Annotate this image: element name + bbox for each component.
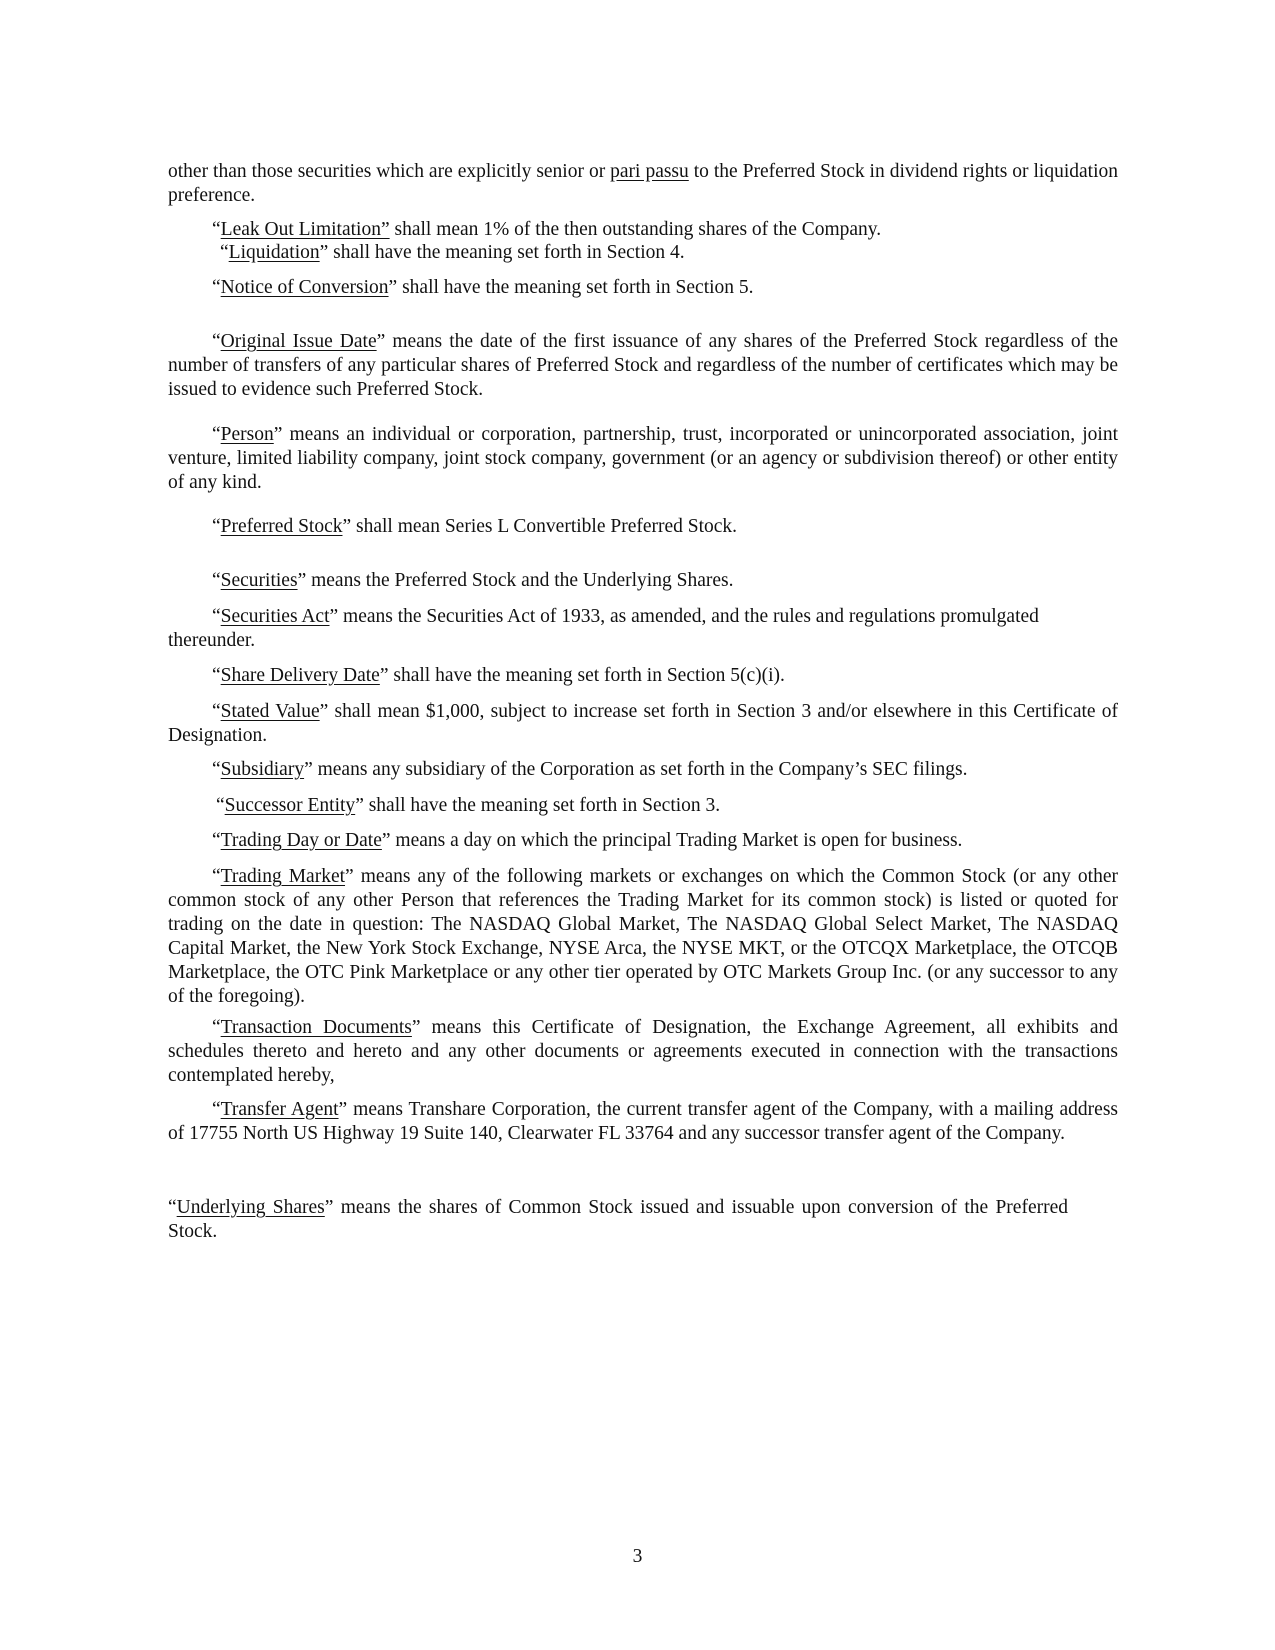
defined-term: Trading Market <box>220 866 346 887</box>
definition-trading-market: “Trading Market” means any of the following markets or exchanges on which the Common Stock (or any other common stock of any other Person that references the Trading Market for its common stock) is listed or quoted for trading on the date in question: The NASDAQ Global Market, The NASDAQ Global Select Market, The NASDAQ Capital Market, the New York Stock Exchange, NYSE Arca, the NYSE MKT, or the OTCQX Marketplace, the OTCQB Marketplace, the OTC Pink Marketplace or any other tier operated by OTC Markets Group Inc. (or any successor to any of the foregoing). <box>168 866 1118 1007</box>
definition-person: “Person” means an individual or corporation, partnership, trust, incorporated or unincorporated association, joint venture, limited liability company, joint stock company, government (or an agency or subdivision thereof) or other entity of any kind. <box>168 424 1118 493</box>
paragraph-continuation: other than those securities which are explicitly senior or pari passu to the Preferred Stock in dividend rights or liquidation preference. <box>168 161 1118 206</box>
defined-term: Original Issue Date <box>220 331 377 352</box>
definition-notice-of-conversion: “Notice of Conversion” shall have the meaning set forth in Section 5. <box>212 277 754 298</box>
definition-transaction-documents: “Transaction Documents” means this Certificate of Designation, the Exchange Agreement, all exhibits and schedules thereto and hereto and any other documents or agreements executed in connection with the transactions contemplated hereby, <box>168 1017 1118 1086</box>
definition-securities-act: “Securities Act” means the Securities Act of 1933, as amended, and the rules and regulations promulgated thereunder. <box>168 606 1039 651</box>
defined-term: Trading Day or Date <box>220 830 382 851</box>
definition-liquidation: “Liquidation” shall have the meaning set forth in Section 4. <box>220 242 685 263</box>
defined-term: Leak Out Limitation” <box>220 219 390 240</box>
defined-term: Securities <box>220 570 298 591</box>
definition-trading-day: “Trading Day or Date” means a day on which the principal Trading Market is open for business. <box>212 830 963 851</box>
term-pari-passu: pari passu <box>610 161 689 182</box>
page-number: 3 <box>632 1546 643 1567</box>
definition-stated-value: “Stated Value” shall mean $1,000, subject to increase set forth in Section 3 and/or elsewhere in this Certificate of Designation. <box>168 701 1118 746</box>
definition-successor-entity: “Successor Entity” shall have the meaning set forth in Section 3. <box>216 795 721 816</box>
defined-term: Underlying Shares <box>176 1197 325 1218</box>
defined-term: Preferred Stock <box>220 516 343 537</box>
defined-term: Liquidation <box>228 242 320 263</box>
defined-term: Subsidiary <box>220 759 305 780</box>
definition-subsidiary: “Subsidiary” means any subsidiary of the Corporation as set forth in the Company’s SEC filings. <box>212 759 968 780</box>
definition-original-issue-date: “Original Issue Date” means the date of the first issuance of any shares of the Preferred Stock regardless of the number of transfers of any particular shares of Preferred Stock and regardless of the number of certificates which may be issued to evidence such Preferred Stock. <box>168 331 1118 400</box>
defined-term: Person <box>220 424 274 445</box>
definition-securities: “Securities” means the Preferred Stock and the Underlying Shares. <box>212 570 734 591</box>
defined-term: Securities Act <box>220 606 330 627</box>
definition-underlying-shares: “Underlying Shares” means the shares of Common Stock issued and issuable upon conversion of the Preferred Stock. <box>168 1197 1069 1242</box>
defined-term: Notice of Conversion <box>220 277 389 298</box>
definition-preferred-stock: “Preferred Stock” shall mean Series L Convertible Preferred Stock. <box>212 516 738 537</box>
definition-share-delivery-date: “Share Delivery Date” shall have the meaning set forth in Section 5(c)(i). <box>212 665 785 686</box>
defined-term: Successor Entity <box>224 795 356 816</box>
definition-leak-out-limitation: “Leak Out Limitation” shall mean 1% of the then outstanding shares of the Company. <box>212 219 882 240</box>
definition-transfer-agent: “Transfer Agent” means Transhare Corporation, the current transfer agent of the Company, with a mailing address of 17755 North US Highway 19 Suite 140, Clearwater FL 33764 and any successor transfer agent of the Company. <box>168 1099 1118 1144</box>
defined-term: Transaction Documents <box>220 1017 412 1038</box>
defined-term: Transfer Agent <box>220 1099 339 1120</box>
defined-term: Stated Value <box>220 701 320 722</box>
defined-term: Share Delivery Date <box>220 665 380 686</box>
